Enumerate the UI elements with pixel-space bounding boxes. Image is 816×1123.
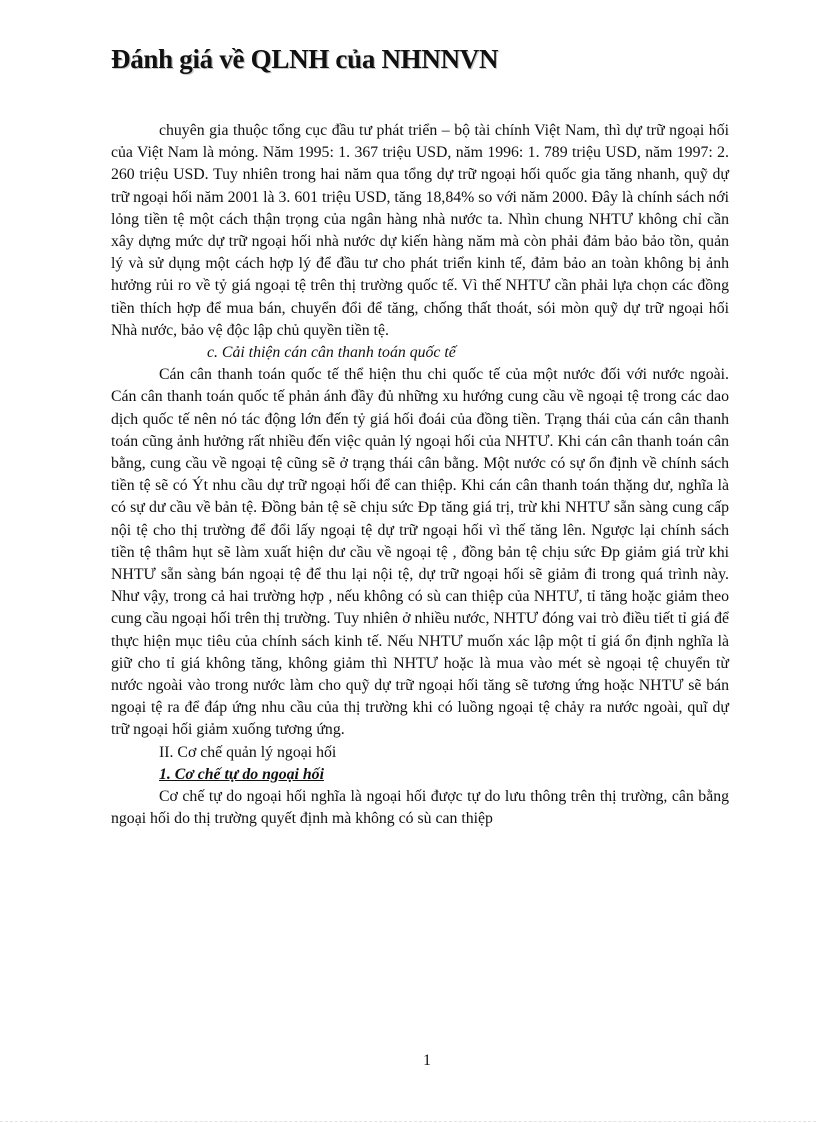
- paragraph-free-mechanism: Cơ chế tự do ngoại hối nghĩa là ngoại hối được tự do lưu thông trên thị trường, cân bằng ngoại hối do thị trường quyết định mà không có sù can thiệp: [111, 788, 729, 828]
- page-bottom-divider: [0, 1121, 816, 1122]
- paragraph-balance-of-payments: Cán cân thanh toán quốc tế thể hiện thu chi quốc tế của một nước đối với nước ngoài. Cán cân thanh toán quốc tế phản ánh đầy đủ những xu hướng cung cầu về ngoại tệ trong các dao dịch quốc tế nên nó tác động lớn đến tỷ giá hối đoái của đồng tiền. Trạng thái của cán cân thanh toán cũng ảnh hưởng rất nhiều đến việc quản lý ngoại hối của NHTƯ. Khi cán cân thanh toán cân bằng, cung cầu về ngoại tệ cũng sẽ ở trạng thái cân bằng. Một nước có sự ổn định về chính sách tiền tệ sẽ có Ýt nhu cầu dự trữ ngoại hối để can thiệp. Khi cán cân thanh toán thặng dư, nghĩa là có sự dư cầu về bản tệ. Đồng bản tệ sẽ chịu sức Ðp tăng giá trị, trừ khi NHTƯ sẵn sàng cung cấp nội tệ cho thị trường để đổi lấy ngoại tệ dự trữ ngoại hối vì thế tăng lên. Ngược lại chính sách tiền tệ thâm hụt sẽ làm xuất hiện dư cầu về ngoại tệ , đồng bản tệ chịu sức Ðp giảm giá trừ khi NHTƯ sẵn sàng bán ngoại tệ để thu lại nội tệ, dự trữ ngoại hối sẽ giảm đi trong quá trình này. Như vậy, trong cả hai trường hợp , nếu không có sù can thiệp của NHTƯ, tỉ tăng hoặc giảm theo cung cầu ngoại hối trên thị trường. Tuy nhiên ở nhiều nước, NHTƯ đóng vai trò điều tiết tỉ giá để thực hiện mục tiêu của chính sách kinh tế. Nếu NHTƯ muốn xác lập một tỉ giá ổn định nghĩa là giữ cho tỉ giá không tăng, không giảm thì NHTƯ hoặc là mua vào mét sè ngoại tệ chuyển từ nước ngoài vào trong nước làm cho quỹ dự trữ ngoại hối tăng sẽ tương ứng hoặc NHTƯ sẽ bán ngoại tệ ra để đáp ứng nhu cầu của thị trường khi có luồng ngoại tệ chảy ra nước ngoài, quĩ dự trữ ngoại hối giảm xuống tương ứng.: [111, 366, 729, 739]
- section-heading-mechanism: II. Cơ chế quản lý ngoại hối: [159, 743, 337, 761]
- page-header-title: Đánh giá về QLNH của NHNNVN: [111, 44, 499, 74]
- document-body: [111, 120, 729, 831]
- subheading-balance-of-payments: c. Cải thiện cán cân thanh toán quốc tế: [207, 344, 456, 362]
- paragraph-reserves: chuyên gia thuộc tổng cục đầu tư phát triển – bộ tài chính Việt Nam, thì dự trữ ngoại hối của Việt Nam là mỏng. Năm 1995: 1. 367 triệu USD, năm 1996: 1. 789 triệu USD, năm 1997: 2. 260 triệu USD. Tuy nhiên trong hai năm qua tổng dự trữ ngoại hối quốc gia tăng nhanh, quỹ dự trữ ngoại hối năm 2001 là 3. 601 triệu USD, tăng 18,84% so với năm 2000. Đây là chính sách nới lỏng tiền tệ một cách thận trọng của ngân hàng nhà nước ta. Nhìn chung NHTƯ không chỉ cần xây dựng mức dự trữ ngoại hối nhà nước dự kiến hàng năm mà còn phải đảm bảo bảo tồn, quản lý và sử dụng một cách hợp lý để đầu tư cho phát triển kinh tế, đảm bảo an toàn không bị ảnh hưởng rủi ro về tỷ giá ngoại tệ trên thị trường quốc tế. Vì thế NHTƯ cần phải lựa chọn các đồng tiền thích hợp để mua bán, chuyển đổi để tăng, chống thất thoát, sói mòn quỹ dự trữ ngoại hối Nhà nước, bảo vệ độc lập chủ quyền tiền tệ.: [111, 122, 729, 339]
- page-number: 1: [423, 1052, 431, 1069]
- subsection-heading-free-mechanism: 1. Cơ chế tự do ngoại hối: [159, 765, 324, 783]
